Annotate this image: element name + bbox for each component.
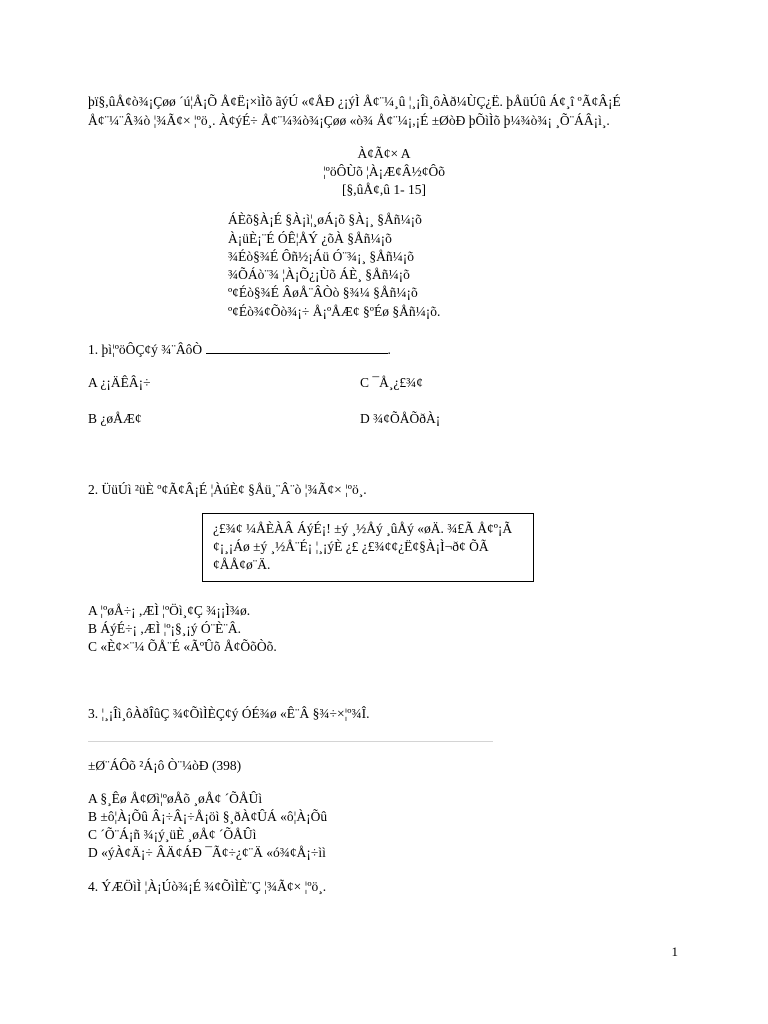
q3-option-b: B ±ô¦À¡Õû Â¡÷Â¡÷Å¡öì §¸ðÀ¢ÛÁ «ô¦À¡Õû: [88, 809, 328, 824]
verse-line: ¾ÕÁò¨¾ ¦À¡Õ¿¡Ùõ ÁÈ¸ §Åñ¼¡õ: [228, 267, 410, 282]
section-subtitle: ¦ºöÔÙõ ¦À¡Æ¢Â½¢Ôõ: [322, 164, 446, 179]
q1-option-a: A ¿¡ÄÊÂ¡÷: [88, 375, 151, 390]
intro-line-2: Å¢¨¼¨Â¾ò ¦¾Ã¢× ¦ºö¸. À¢ýÉ÷ Å¢¨¼¾ò¾¡Çøø «ò¾ Å¢¨¼¡,¡É ±ØòÐ þÕìÌõ þ¼¾ò¾¡ ¸Õ¨ÁÂ¡ì¸.: [88, 113, 610, 128]
q3-option-d: D «ýÀ¢Ä¡÷ ÂÄ¢ÁÐ ¯Ã¢÷¿¢¨Ä «ó¾¢Å¡÷ìì: [88, 845, 326, 860]
quote-box-line: ¢ÅÅ¢ø¨Ä.: [213, 557, 271, 572]
verse-line: ÁÈõ§À¡É §À¡ì¦¸øÁ¡õ §À¡¸ §Åñ¼¡õ: [228, 212, 422, 227]
q3-option-c: C ´Õ¨Á¡ñ ¾¡ý¸üÈ ¸øÅ¢ ´ÕÅÛì: [88, 827, 257, 842]
q1-option-b: B ¿øÅÆ¢: [88, 411, 142, 426]
divider-line: [88, 741, 493, 742]
verse-line: º¢Éò§¾É ÂøÅ¨ÂÒò §¾¼ §Åñ¼¡õ: [228, 285, 418, 300]
question-1-end: .: [387, 342, 391, 357]
section-range: [§,ûÅ¢,û 1- 15]: [342, 182, 426, 197]
q2-option-a: A ¦ºøÅ÷¡ ,ÆÌ ¦ºÖì¸¢Ç ¾¡¡Ì¾ø.: [88, 603, 251, 618]
verse-line: À¡üÈ¡¨É ÓÊ¦ÅÝ ¿õÀ §Åñ¼¡õ: [228, 231, 392, 246]
quote-box-line: ¿£¾¢ ¼ÅÈÀÂ ÁýÉ¡! ±ý ¸½Åý ¸ûÅý «øÄ. ¾£Ã Å¢º¡Ã: [213, 521, 513, 536]
q2-option-c: C «È¢×¨¼ ÕÅ¨É «ÃºÛõ Å¢ÕõÒõ.: [88, 639, 277, 654]
question-1: [88, 341, 391, 359]
q2-option-b: B ÁýÉ÷¡ ,ÆÌ ¦º¡§¸¡ý Ó¨È¨Â.: [88, 621, 242, 636]
section-title: À¢Ã¢× A: [357, 146, 411, 161]
question-3-quote: ±Ø¨ÁÔõ ²Á¡ô Ò¨¼òÐ (398): [88, 758, 242, 773]
question-4-text: 4. ÝÆÖìÌ ¦À¡Úò¾¡É ¾¢ÕìÌÈ¨Ç ¦¾Ã¢× ¦ºö¸.: [88, 879, 327, 894]
intro-line-1: þï§,ûÅ¢ò¾¡Çøø ´ú¦Å¡Õ Å¢Ë¡×ìÌõ ãýÚ «¢ÅÐ ¿¡ýÌ Å¢¨¼¸û ¦¸¡Îì¸ôÀð¼ÙÇ¿Ë. þÅüÚû Á¢¸î ºÃ¢Â¡É: [88, 94, 621, 109]
question-1-text: 1. þì¦ºöÔÇ¢ý ¾¨ÂôÒ: [88, 342, 203, 357]
question-2-text: 2. ÜüÚì ²üÈ º¢Ã¢Â¡É ¦ÀúÈ¢ §Åü¸¨Â¨ò ¦¾Ã¢× ¦ºö¸.: [88, 482, 367, 497]
q1-option-c: C ¯Å¸¿£¾¢: [360, 375, 423, 390]
q1-option-d: D ¾¢ÕÅÕðÀ¡: [360, 411, 441, 426]
q3-option-a: A §¸Êø Å¢Øì¦ºøÅõ ¸øÅ¢ ´ÕÅÛì: [88, 791, 263, 806]
question-3-text: 3. ¦¸¡Îì¸ôÀðÎûÇ ¾¢ÕìÌÈÇ¢ý ÓÉ¾ø «Ê¨Â §¾÷×¦º¾Î.: [88, 706, 370, 721]
page-number: 1: [671, 944, 678, 959]
verse-line: ¾Éò§¾É Ôñ½¡Áü Ó¨¾¡¸ §Åñ¼¡õ: [228, 249, 414, 264]
verse-line: º¢Éò¾¢Õò¾¡÷ Å¡ºÅÆ¢ §ºÉø §Åñ¼¡õ.: [228, 304, 441, 319]
quote-box-line: ¢¡¸¡Áø ±ý ¸½Å¨É¡ ¦¸¡ýÈ ¿£ ¿£¾¢¢¿Ë¢§À¡Ì¬ð¢ ÕÃ: [213, 539, 489, 554]
answer-blank: [206, 341, 388, 354]
quote-box: [202, 513, 534, 582]
